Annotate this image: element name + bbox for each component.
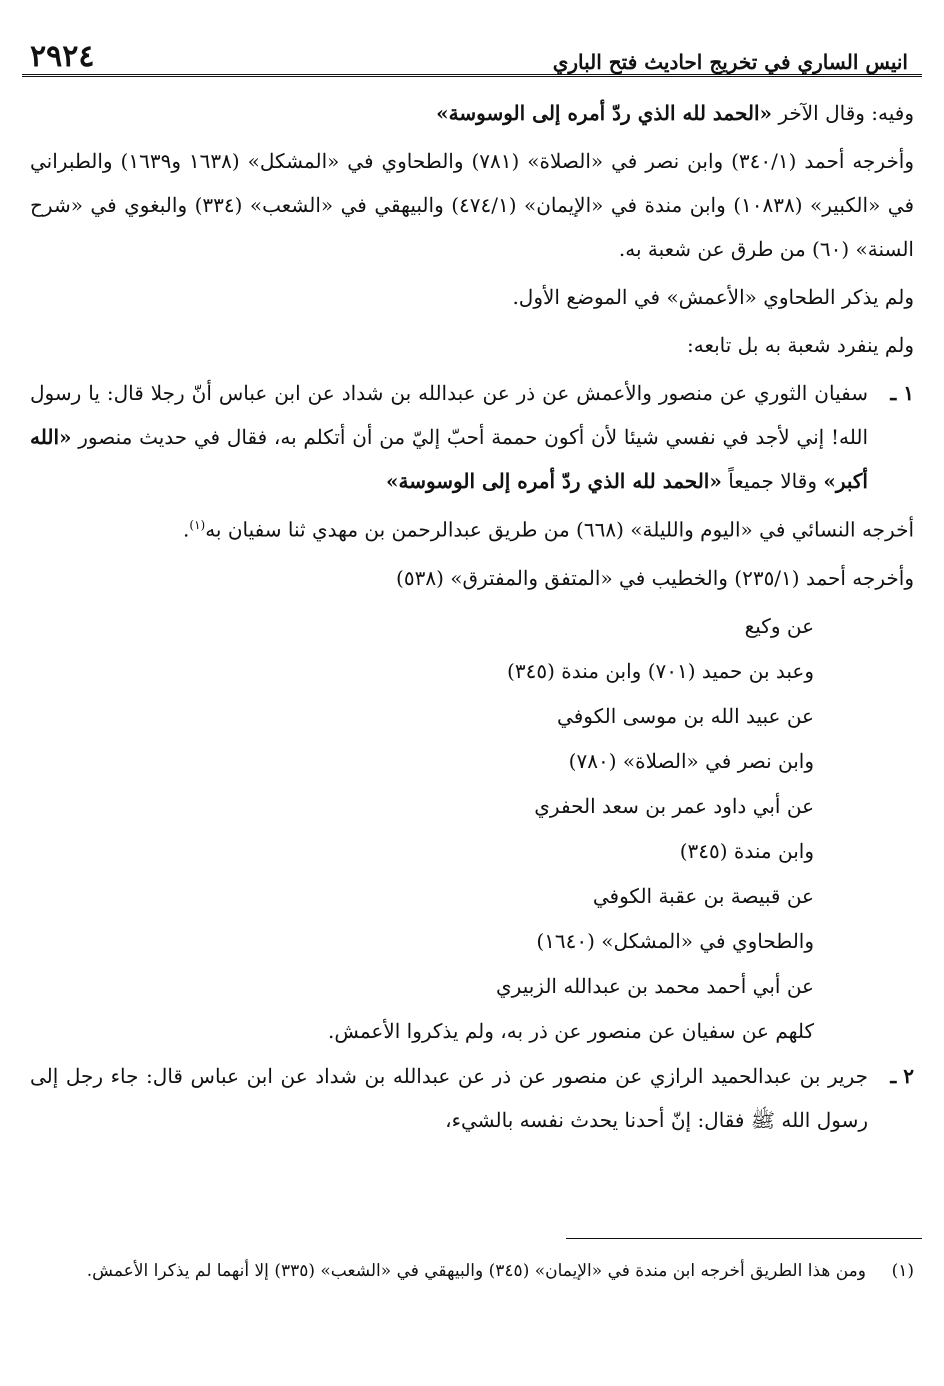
paragraph-3: ولم يذكر الطحاوي «الأعمش» في الموضع الأول. [512,285,914,309]
paragraph-1-text: وفيه: وقال الآخر [772,101,914,125]
footnote-divider [566,1238,922,1239]
paragraph-5-text: أخرجه النسائي في «اليوم والليلة» (٦٦٨) من طريق عبدالرحمن بن مهدي ثنا سفيان به [205,517,914,542]
quoted-phrase: «الحمد لله الذي ردّ أمره إلى الوسوسة» [436,101,772,125]
item-1-number: ١ ـ [890,381,914,405]
footnote-text: ومن هذا الطريق أخرجه ابن مندة في «الإيمان» (٣٤٥) والبيهقي في «الشعب» (٣٣٥) إلا أنهما لم يذكرا الأعمش. [86,1261,866,1281]
paragraph-2: وأخرجه أحمد (٣٤٠/١) وابن نصر في «الصلاة» (٧٨١) والطحاوي في «المشكل» (١٦٣٨ و١٦٣٩) والطبراني في «الكبير» (١٠٨٣٨) وابن مندة في «الإيمان» (٤٧٤/١) والبيهقي في «الشعب» (٣٣٤) والبغوي في «شرح السنة» (٦٠) من طرق عن شعبة به. [30,149,915,261]
item-1-part-b: «الله أكبر» [30,425,868,493]
running-title: انيس الساري في تخريج احاديث فتح الباري [552,50,908,74]
footnotes [30,1252,914,1290]
page-header [22,30,922,77]
chain-line: عن وكيع [744,613,814,638]
paragraph-4: ولم ينفرد شعبة به بل تابعه: [686,333,914,357]
chain-line: عن أبي داود عمر بن سعد الحفري [534,793,814,818]
book-page [22,30,922,1370]
item-1-part-d: «الحمد لله الذي ردّ أمره إلى الوسوسة» [385,469,722,493]
paragraph-5 [30,503,914,552]
list-item-2 [30,1054,914,1142]
chain-line: عن أبي أحمد محمد بن عبدالله الزبيري [496,973,814,998]
paragraph-1 [30,91,914,135]
item-1-part-a: سفيان الثوري عن منصور والأعمش عن ذر عن عبدالله بن شداد عن ابن عباس أنّ رجلا قال: يا رسول الله! إني لأجد في نفسي شيئا لأن أكون حممة أحبّ إليّ من أن أتكلم به، فقال في حديث منصور [30,381,868,449]
chain-line: وابن نصر في «الصلاة» (٧٨٠) [568,748,814,773]
list-item-1 [30,371,914,503]
footnote-number: (١) [891,1261,914,1281]
chain-line: والطحاوي في «المشكل» (١٦٤٠) [536,928,814,953]
chain-line: عن عبيد الله بن موسى الكوفي [557,703,814,728]
item-2-number: ٢ ـ [890,1063,914,1088]
main-text [22,91,922,1142]
item-2-text: جرير بن عبدالحميد الرازي عن منصور عن ذر عن عبدالله بن شداد عن ابن عباس قال: جاء رجل إلى رسول الله ﷺ فقال: إنّ أحدنا يحدث نفسه بالشيء، [30,1063,868,1132]
chain-line: وعبد بن حميد (٧٠١) وابن مندة (٣٤٥) [507,658,814,683]
chain-list [30,604,914,1054]
footnote-ref[interactable]: (١) [189,518,206,532]
chain-line: كلهم عن سفيان عن منصور عن ذر به، ولم يذكروا الأعمش. [327,1018,814,1043]
item-1-text [30,371,868,503]
page-number: ٢٩٢٤ [30,39,95,74]
chain-line: عن قبيصة بن عقبة الكوفي [592,883,814,908]
paragraph-6: وأخرجه أحمد (٢٣٥/١) والخطيب في «المتفق والمفترق» (٥٣٨) [396,565,914,590]
footnote-1 [30,1252,914,1290]
item-1-part-c: وقالا جميعاً [721,469,824,493]
chain-line: وابن مندة (٣٤٥) [679,838,814,863]
paragraph-5-end: . [183,517,190,542]
